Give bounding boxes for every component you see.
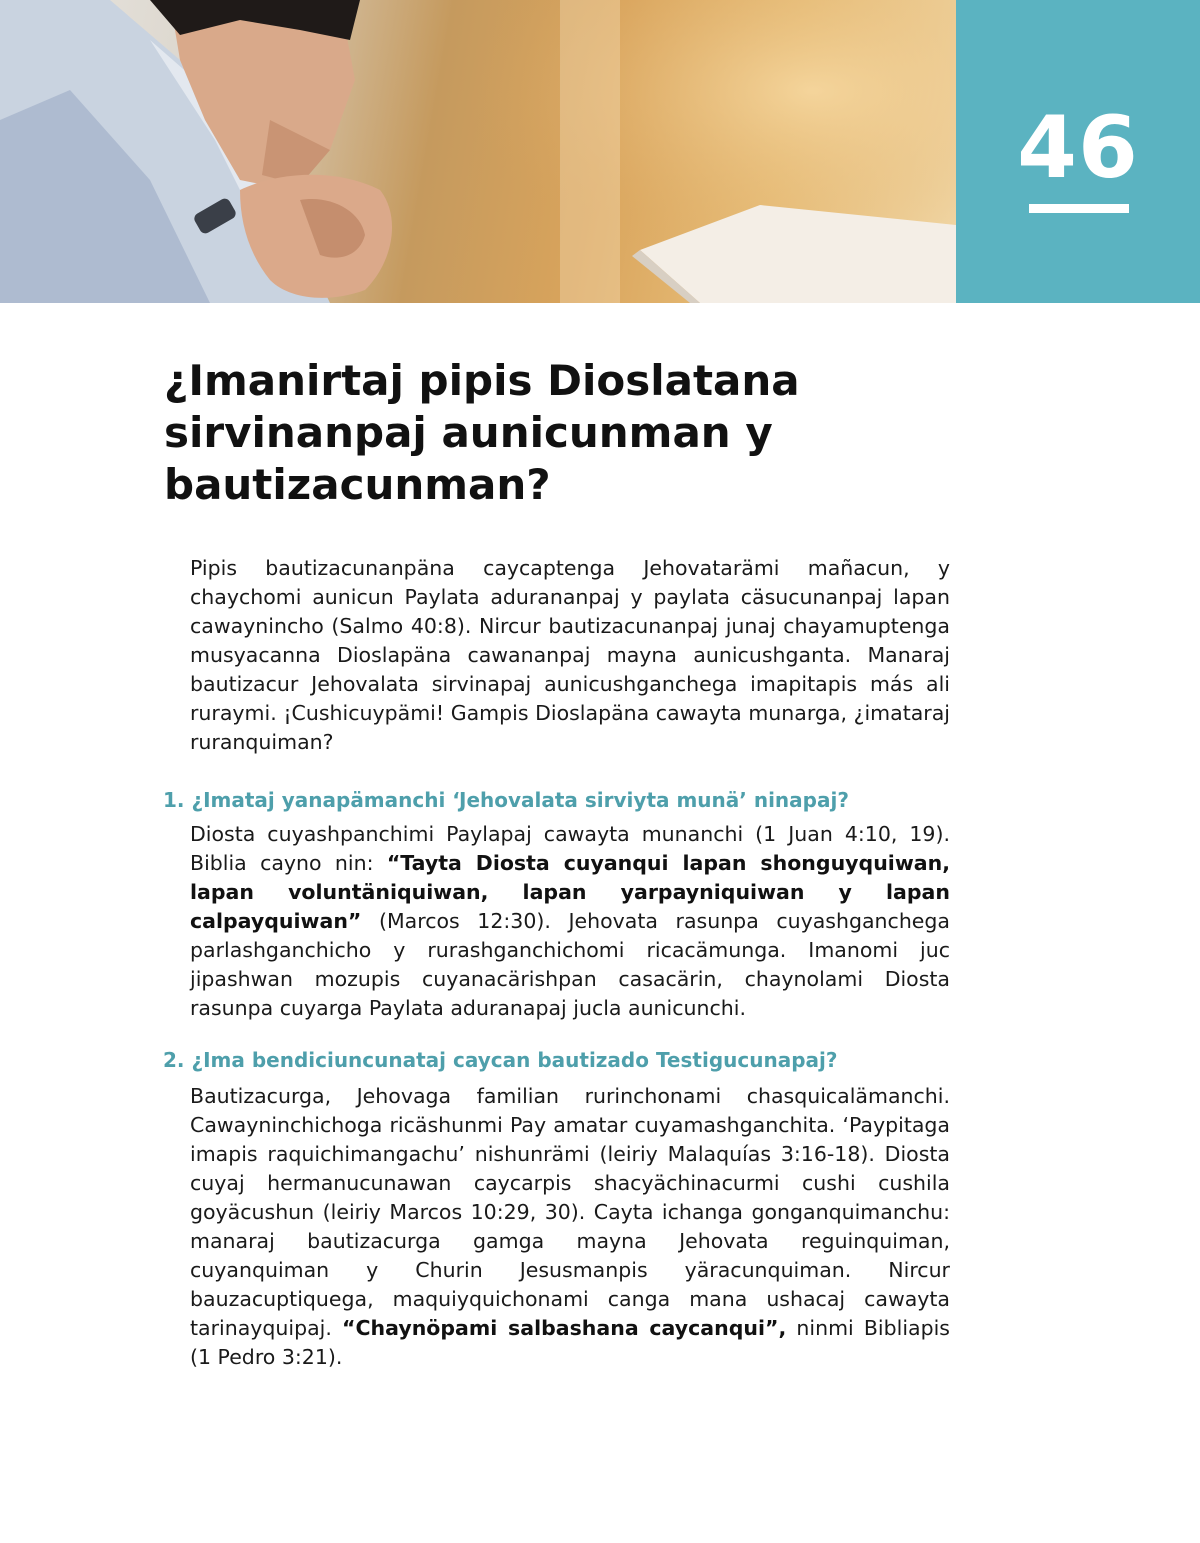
answer-1-text-end: (Marcos 12:30). Jehovata rasunpa cuyashganchega parlashganchicho y rurashganchichomi ricacämunga. Imanomi juc jipashwan mozupis cuyanacärishpan casacärin, chaynolami Diosta rasunpa cuyarga Paylata aduranapaj jucla aunicunchi. — [190, 909, 950, 1020]
lesson-number-underline — [1029, 204, 1129, 213]
answer-2-text-start: Bautizacurga, Jehovaga familian rurinchonami chasquicalämanchi. Cawayninchichoga ricäshunmi Pay amatar cuyamashganchita. ‘Paypitaga imapis raquichimangachu’ nishunrämi (leiriy Malaquías 3:16-18). Diosta cuyaj hermanucunawan caycarpis shacyächinacurmi cushi cushila goyäcushun (leiriy Marcos 10:29, 30). Cayta ichanga gonganquimanchu: manaraj bautizacurga gamga mayna Jehovata reguinquiman, cuyanquiman y Churin Jesusmanpis yäracunquiman. Nircur bauzacuptiquega, maquiyquichonami canga mana ushacaj cawayta tarinayquipaj. — [190, 1084, 950, 1340]
intro-paragraph: Pipis bautizacunanpäna caycaptenga Jehovatarämi mañacun, y chaychomi aunicun Paylata adurananpaj y paylata cäsucunanpaj lapan cawaynincho (Salmo 40:8). Nircur bautizacunanpaj junaj chayamuptenga musyacanna Dioslapäna cawananpaj mayna aunicushganta. Manaraj bautizacur Jehovalata sirvinapaj aunicushganchega imapitapis más ali ruraymi. ¡Cushicuypämi! Gampis Dioslapäna cawayta munarga, ¿imataraj ruranquiman? — [190, 556, 950, 754]
answer-1-text-start: Diosta cuyashpanchimi Paylapaj cawayta munanchi (1 Juan 4:10, 19). Biblia cayno nin: — [190, 822, 950, 875]
lesson-number: 46 — [1017, 98, 1139, 198]
page-title: ¿Imanirtaj pipis Dioslatana sirvinanpaj aunicunman y bautizacunman? — [164, 356, 800, 509]
answer-2-text-end: ninmi Bibliapis (1 Pedro 3:21). — [190, 1316, 950, 1369]
answer-1 — [190, 820, 950, 1023]
lesson-number-badge — [956, 0, 1200, 303]
question-2: 2. ¿Ima bendiciuncunataj caycan bautizado Testigucunapaj? — [163, 1048, 838, 1072]
question-1: 1. ¿Imataj yanapämanchi ‘Jehovalata sirviyta munä’ ninapaj? — [163, 788, 849, 812]
answer-1-quote: “Tayta Diosta cuyanqui lapan shonguyquiwan, lapan voluntäniquiwan, lapan yarpayniquiwan y lapan calpayquiwan” — [190, 851, 950, 933]
hero-photo — [0, 0, 956, 303]
answer-2 — [190, 1082, 950, 1372]
answer-2-quote: “Chaynöpami salbashana caycanqui”, — [342, 1316, 787, 1340]
praying-man-illustration — [0, 0, 956, 303]
